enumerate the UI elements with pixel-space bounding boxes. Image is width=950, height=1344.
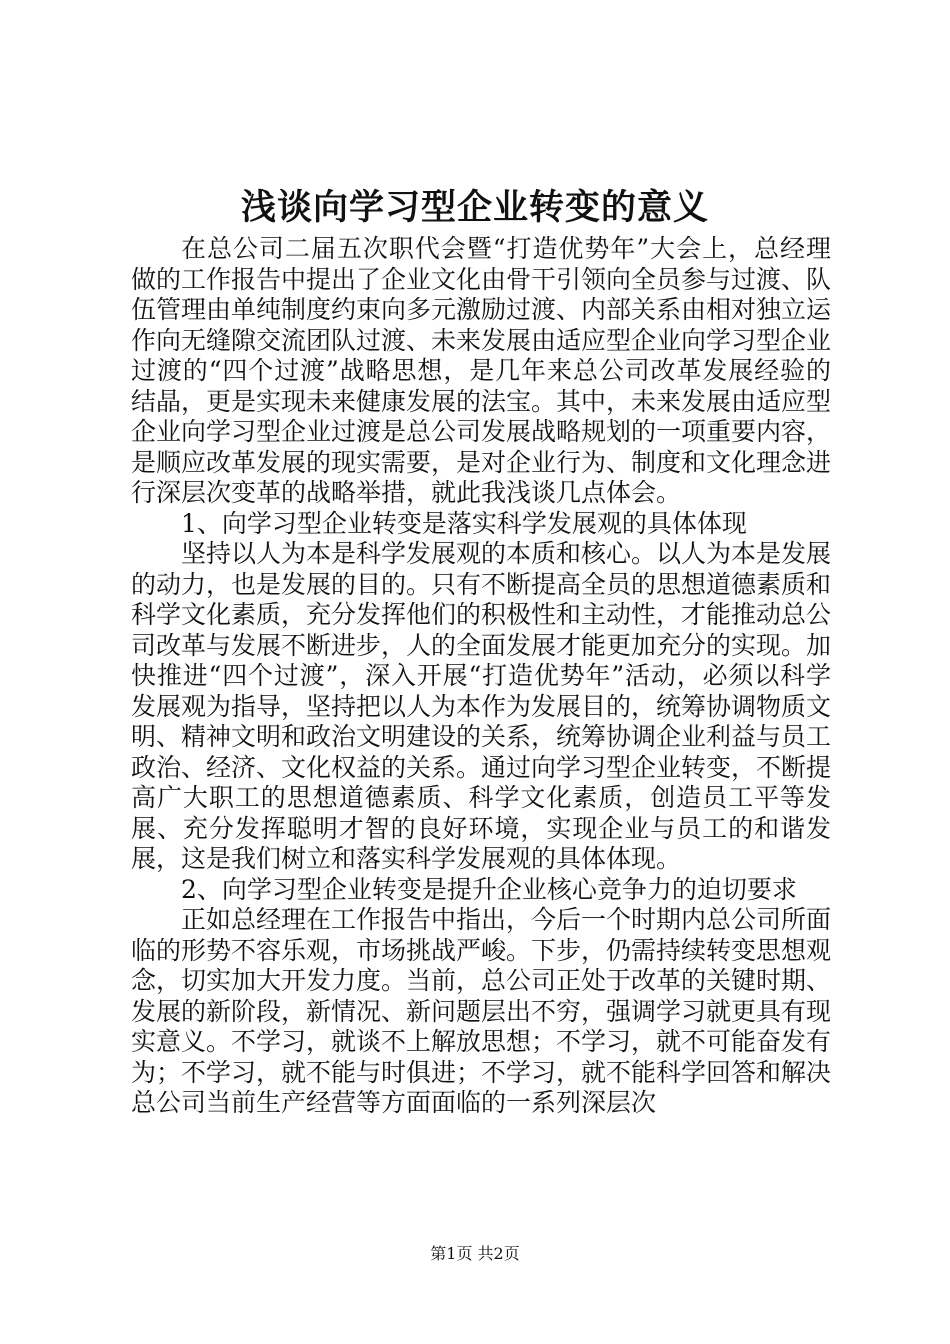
section-heading-2: 2、向学习型企业转变是提升企业核心竞争力的迫切要求 [181,874,797,904]
section-heading-1: 1、向学习型企业转变是落实科学发展观的具体体现 [181,508,747,538]
page-footer: 第1页 共2页 [430,1244,520,1263]
section-2-paragraph: 正如总经理在工作报告中指出，今后一个时期内总公司所面临的形势不容乐观，市场挑战严峻。下步，仍需持续转变思想观念，切实加大开发力度。当前，总公司正处于改革的关键时期、发展的新阶段，新情况、新问题层出不穷，强调学习就更具有现实意义。不学习，就谈不上解放思想；不学习，就不可能奋发有为；不学习，就不能与时俱进；不学习，就不能科学回答和解决总公司当前生产经营等方面面临的一系列深层次 [131,905,832,1117]
section-1-paragraph: 坚持以人为本是科学发展观的本质和核心。以人为本是发展的动力，也是发展的目的。只有不断提高全员的思想道德素质和科学文化素质，充分发挥他们的积极性和主动性，才能推动总公司改革与发展不断进步，人的全面发展才能更加充分的实现。加快推进“四个过渡”，深入开展“打造优势年”活动，必须以科学发展观为指导，坚持把以人为本作为发展目的，统筹协调物质文明、精神文明和政治文明建设的关系，统筹协调企业利益与员工政治、经济、文化权益的关系。通过向学习型企业转变，不断提高广大职工的思想道德素质、科学文化素质，创造员工平等发展、充分发挥聪明才智的良好环境，实现企业与员工的和谐发展，这是我们树立和落实科学发展观的具体体现。 [131,539,832,873]
document-body [131,234,831,1119]
intro-paragraph: 在总公司二届五次职代会暨“打造优势年”大会上，总经理做的工作报告中提出了企业文化由骨干引领向全员参与过渡、队伍管理由单纯制度约束向多元激励过渡、内部关系由相对独立运作向无缝隙交流团队过渡、未来发展由适应型企业向学习型企业过渡的“四个过渡”战略思想，是几年来总公司改革发展经验的结晶，更是实现未来健康发展的法宝。其中，未来发展由适应型企业向学习型企业过渡是总公司发展战略规划的一项重要内容，是顺应改革发展的现实需要，是对企业行为、制度和文化理念进行深层次变革的战略举措，就此我浅谈几点体会。 [131,234,832,507]
document-title: 浅谈向学习型企业转变的意义 [240,188,709,228]
